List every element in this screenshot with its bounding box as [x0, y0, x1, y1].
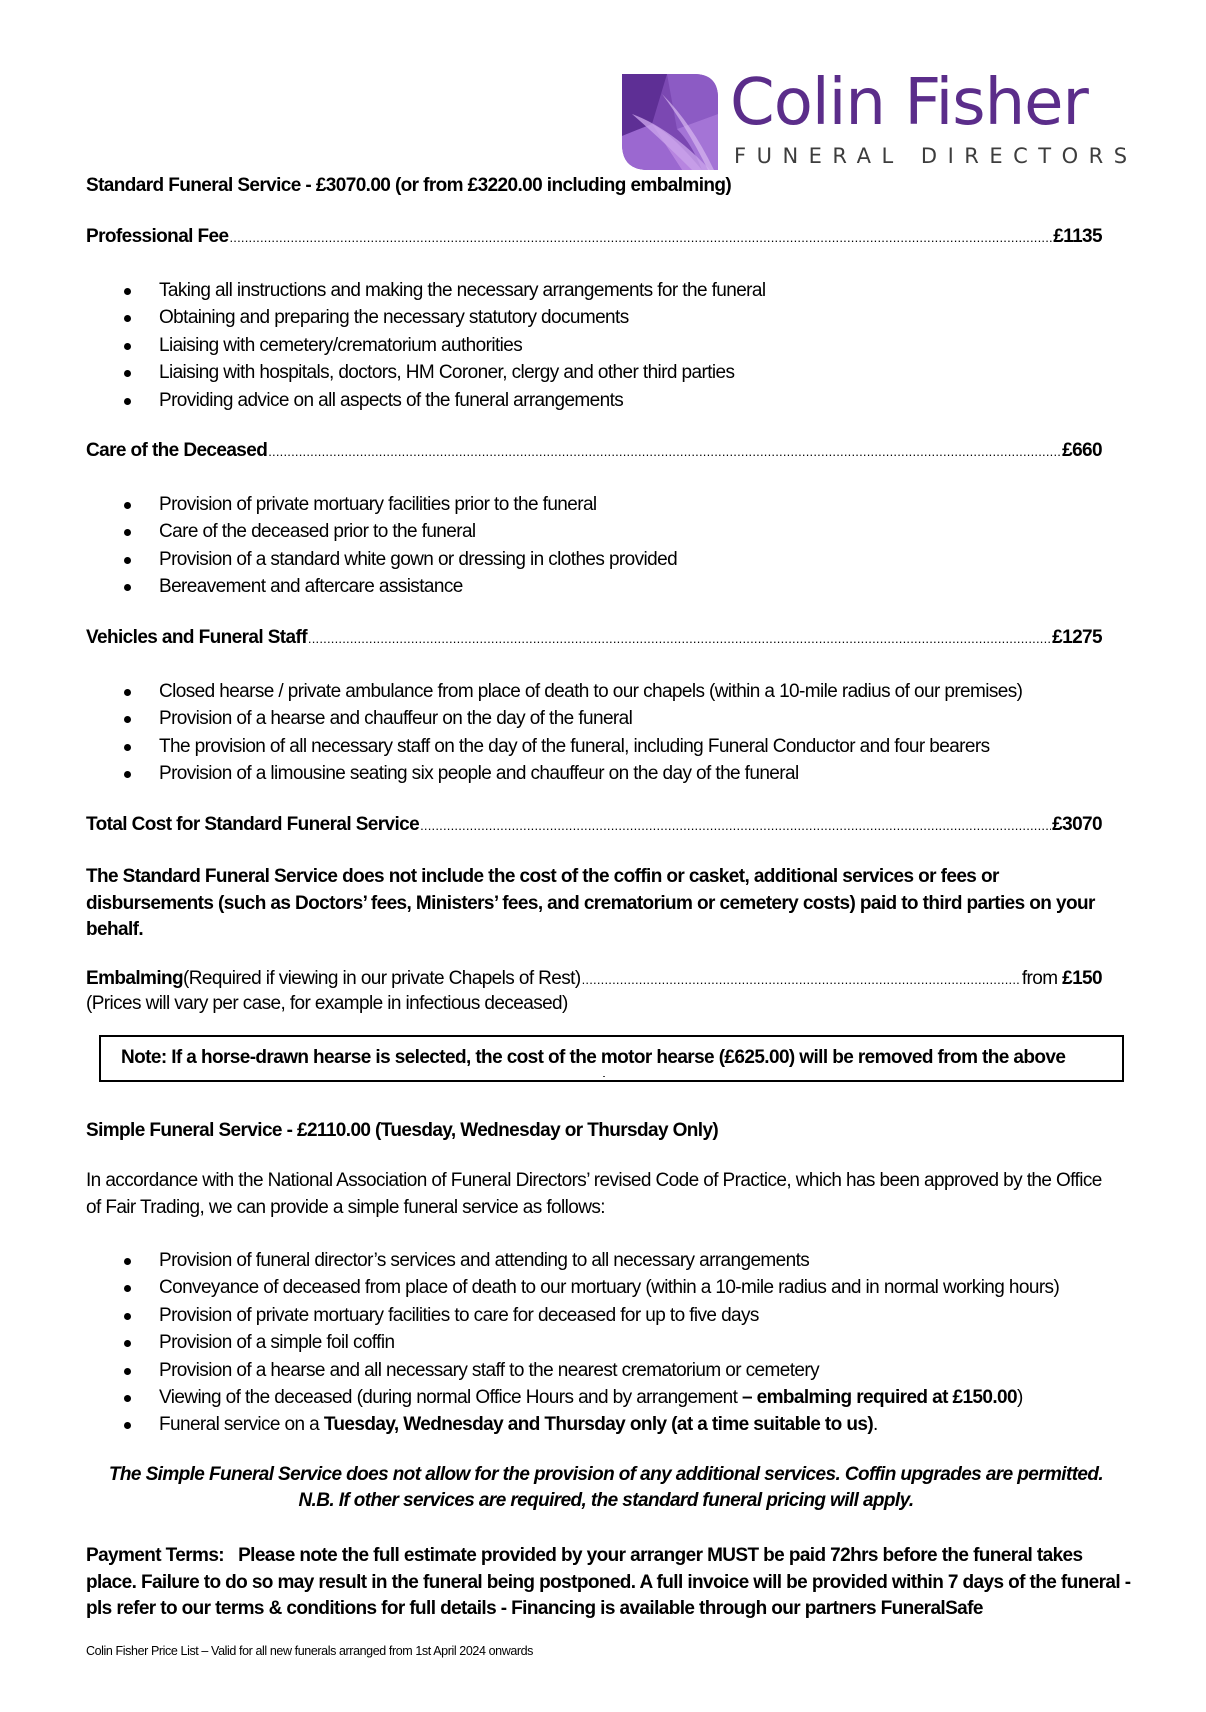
bullet-icon: [124, 288, 131, 295]
list-item-text: Provision of private mortuary facilities to care for deceased for up to five days: [159, 1304, 759, 1326]
payment-terms: [86, 1543, 1136, 1623]
list-item-text: Provision of private mortuary facilities prior to the funeral: [159, 494, 597, 515]
brand-logo: [622, 66, 1138, 174]
dot-leader: [229, 230, 1052, 245]
list-item-text: Provision of a hearse and chauffeur on the day of the funeral: [159, 708, 633, 730]
list-item-text-end: ): [1016, 1386, 1023, 1408]
bullet-icon: [124, 502, 131, 509]
list-item-text: Care of the deceased prior to the funeral: [159, 521, 476, 543]
divider: [603, 1076, 605, 1077]
list-item: [120, 1302, 1059, 1329]
brand-subtitle: FUNERAL DIRECTORS: [734, 144, 1138, 168]
list-item: [120, 1274, 1059, 1301]
bullet-icon: [124, 1285, 131, 1292]
care-row: [86, 440, 1102, 462]
list-item-text: Liaising with cemetery/crematorium authorities: [159, 334, 523, 356]
standard-exclusions: The Standard Funeral Service does not include the cost of the coffin or casket, additional services or fees or disbursements (such as Doctors’ fees, Ministers’ fees, and crematorium or cemetery costs) paid to third parties on your behalf.: [86, 866, 1095, 940]
horse-drawn-note: Note: If a horse-drawn hearse is selected, the cost of the motor hearse (£625.00) will be removed from the above: [121, 1047, 1066, 1068]
list-item-text: Provision of a simple foil coffin: [159, 1332, 395, 1354]
bullet-icon: [124, 1368, 131, 1375]
list-item: [120, 760, 1022, 787]
standard-service-heading: Standard Funeral Service - £3070.00 (or from £3220.00 including embalming): [86, 175, 732, 196]
list-item-text: Funeral service on a: [159, 1414, 324, 1436]
list-item-text: Bereavement and aftercare assistance: [159, 576, 463, 598]
embalming-price: £150: [1062, 968, 1102, 989]
care-price: £660: [1062, 440, 1102, 461]
total-label: Total Cost for Standard Funeral Service: [86, 814, 420, 835]
bullet-icon: [124, 398, 131, 405]
professional-fee-price: £1135: [1053, 226, 1102, 247]
list-item: [120, 1384, 1059, 1411]
list-item: [120, 359, 765, 386]
list-item: [120, 546, 677, 573]
list-item-text: Providing advice on all aspects of the funeral arrangements: [159, 389, 624, 411]
list-item-emphasis: Tuesday, Wednesday and Thursday only (at a time suitable to us): [323, 1414, 874, 1436]
embalming-subnote: (Prices will vary per case, for example in infectious deceased): [86, 993, 568, 1014]
list-item: [120, 518, 677, 545]
list-item: [120, 304, 765, 331]
list-item: [120, 387, 765, 414]
list-item: [120, 705, 1022, 732]
payment-terms-text: Please note the full estimate provided by your arranger MUST be paid 72hrs before the funeral takes place. Failure to do so may result in the funeral being postponed. A full invoice will be provided within 7 days of the funeral - pls refer to our terms & conditions for full details - Financing is available through our partners FuneralSafe: [86, 1545, 1131, 1619]
professional-fee-row: [86, 226, 1102, 248]
bullet-icon: [124, 689, 131, 696]
list-item-text-end: .: [873, 1414, 878, 1436]
vehicles-list: [120, 678, 1022, 788]
embalming-label: Embalming: [86, 968, 184, 989]
bullet-icon: [124, 584, 131, 591]
embalming-note: (Required if viewing in our private Chapels of Rest): [183, 968, 581, 989]
list-item-emphasis: – embalming required at £150.00: [742, 1386, 1017, 1408]
list-item-text: Taking all instructions and making the necessary arrangements for the funeral: [159, 280, 766, 301]
total-price: £3070: [1052, 814, 1102, 835]
professional-fee-label: Professional Fee: [86, 226, 229, 247]
footer-validity: Colin Fisher Price List – Valid for all new funerals arranged from 1st April 2024 onwards: [86, 1644, 534, 1658]
bullet-icon: [124, 370, 131, 377]
horse-drawn-note-box: [99, 1035, 1124, 1082]
dot-leader: [308, 631, 1051, 646]
vehicles-label: Vehicles and Funeral Staff: [86, 627, 307, 648]
list-item-text: Provision of a limousine seating six people and chauffeur on the day of the funeral: [159, 763, 799, 785]
simple-disclaimer-1: The Simple Funeral Service does not allow for the provision of any additional services. Coffin upgrades are permitted.: [108, 1464, 1104, 1485]
list-item-text: The provision of all necessary staff on the day of the funeral, including Funeral Conductor and four bearers: [159, 735, 990, 757]
list-item-text: Obtaining and preparing the necessary statutory documents: [159, 307, 629, 329]
care-label: Care of the Deceased: [86, 440, 268, 461]
list-item-text: Provision of a standard white gown or dressing in clothes provided: [159, 548, 678, 570]
list-item: [120, 1411, 1059, 1438]
list-item-text: Closed hearse / private ambulance from place of death to our chapels (within a 10-mile radius of our premises): [159, 681, 1023, 702]
list-item: [120, 491, 677, 518]
payment-terms-label: Payment Terms:: [86, 1545, 225, 1566]
dot-leader: [420, 818, 1051, 833]
simple-service-intro: In accordance with the National Association of Funeral Directors’ revised Code of Practice, which has been approved by the Office of Fair Trading, we can provide a simple funeral service as follows:: [86, 1170, 1102, 1218]
bullet-icon: [124, 1313, 131, 1320]
dot-leader: [582, 972, 1021, 987]
list-item: [120, 1247, 1059, 1274]
vehicles-price: £1275: [1052, 627, 1102, 648]
list-item-text: Provision of funeral director’s services and attending to all necessary arrangements: [159, 1250, 810, 1271]
simple-service-list: [120, 1247, 1059, 1439]
total-row: [86, 814, 1102, 836]
bullet-icon: [124, 529, 131, 536]
list-item-text: Viewing of the deceased (during normal Office Hours and by arrangement: [159, 1386, 742, 1408]
care-list: [120, 491, 677, 601]
list-item: [120, 332, 765, 359]
bullet-icon: [124, 557, 131, 564]
bullet-icon: [124, 771, 131, 778]
dot-leader: [268, 444, 1061, 459]
bullet-icon: [124, 1422, 131, 1429]
list-item-text: Provision of a hearse and all necessary staff to the nearest crematorium or cemetery: [159, 1359, 819, 1381]
list-item: [120, 1329, 1059, 1356]
bullet-icon: [124, 1340, 131, 1347]
bullet-icon: [124, 1395, 131, 1402]
simple-disclaimer-2: N.B. If other services are required, the standard funeral pricing will apply.: [298, 1490, 914, 1511]
list-item: [120, 573, 677, 600]
lotus-leaf-icon: [622, 74, 718, 170]
professional-fee-list: [120, 277, 765, 414]
simple-service-heading: Simple Funeral Service - £2110.00 (Tuesday, Wednesday or Thursday Only): [86, 1120, 719, 1141]
embalming-row: [86, 968, 1102, 990]
list-item: [120, 733, 1022, 760]
brand-name: Colin Fisher: [730, 66, 1088, 140]
bullet-icon: [124, 315, 131, 322]
list-item-text: Liaising with hospitals, doctors, HM Coroner, clergy and other third parties: [159, 362, 735, 384]
list-item: [120, 678, 1022, 705]
bullet-icon: [124, 1258, 131, 1265]
bullet-icon: [124, 716, 131, 723]
list-item-text: Conveyance of deceased from place of death to our mortuary (within a 10-mile radius and in normal working hours): [159, 1277, 1060, 1299]
list-item: [120, 277, 765, 304]
vehicles-row: [86, 627, 1102, 649]
list-item: [120, 1357, 1059, 1384]
bullet-icon: [124, 343, 131, 350]
bullet-icon: [124, 744, 131, 751]
embalming-price-prefix: from: [1021, 968, 1063, 989]
